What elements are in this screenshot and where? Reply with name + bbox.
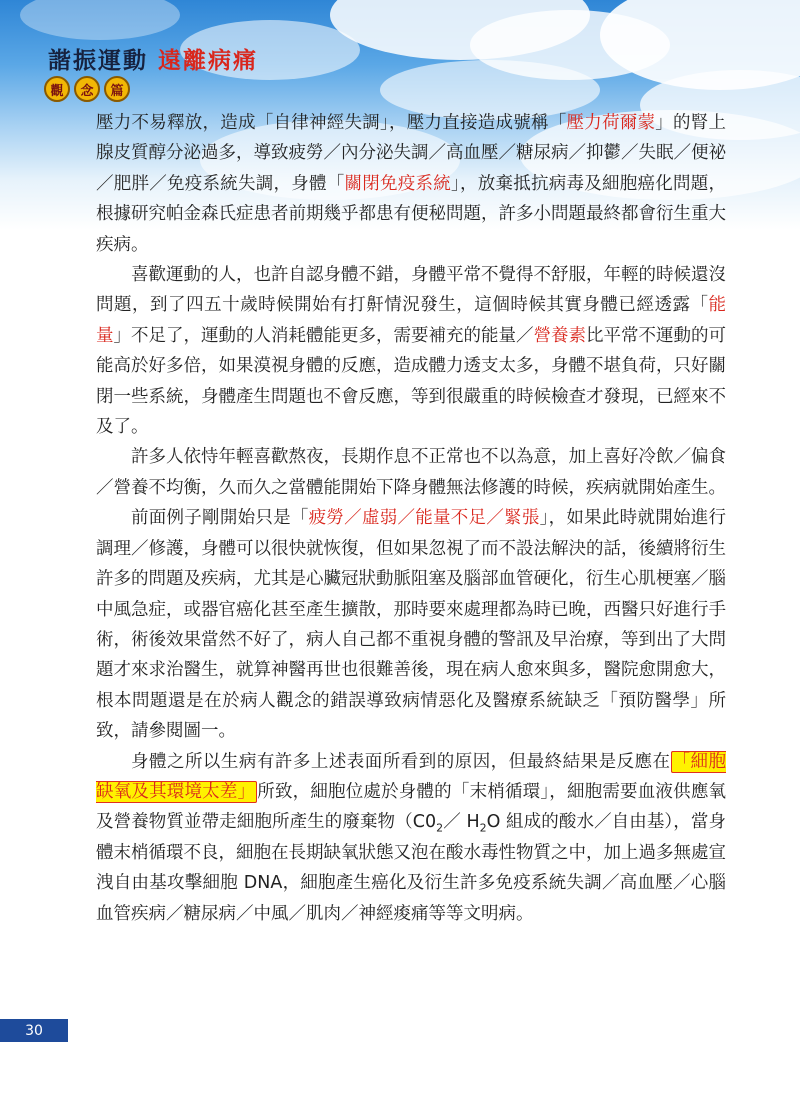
header-title-main: 諧振運動 bbox=[48, 47, 148, 74]
paragraph-1: 壓力不易釋放，造成「自律神經失調」，壓力直接造成號稱「壓力荷爾蒙」的腎上腺皮質醇分泌過多，導致疲勞／內分泌失調／高血壓／糖尿病／抑鬱／失眠／便祕／肥胖／免疫系統失調，身體「關閉免疫系統」，放棄抵抗病毒及細胞癌化問題，根據研究帕金森氏症患者前期幾乎都患有便秘問題，許多小問題最終都會衍生重大疾病。 bbox=[96, 113, 726, 255]
badge-3: 篇 bbox=[104, 76, 130, 102]
article-body bbox=[96, 108, 726, 929]
highlight-nutrients: 營養素 bbox=[533, 325, 586, 346]
paragraph-5: 身體之所以生病有許多上述表面所看到的原因，但最終結果是反應在 「細胞缺氧及其環境太差」 所致，細胞位處於身體的「末梢循環」，細胞需要血液供應氧及營養物質並帶走細胞所產生的廢棄物（$C0_2/$ $H_2O$ 組成的酸水／自由基），當身體末梢循環不良，細胞在長期缺氧狀態又泡在酸水毒性物質之中，加上過多無處宣洩自由基攻擊細胞 DNA，細胞產生癌化及衍生許多免疫系統失調／高血壓／心腦血管疾病／糖尿病／中風／肌肉／神經痠痛等等文明病。 bbox=[96, 751, 727, 924]
page-number: 30 bbox=[0, 1019, 68, 1042]
paragraph-4: 前面例子剛開始只是「疲勞／虛弱／能量不足／緊張」，如果此時就開始進行調理／修護，身體可以很快就恢復，但如果忽視了而不設法解決的話，後續將衍生許多的問題及疾病，尤其是心臟冠狀動脈阻塞及腦部血管硬化，衍生心肌梗塞／腦中風急症，或器官癌化甚至產生擴散，那時要來處理都為時已晚，西醫只好進行手術，術後效果當然不好了，病人自己都不重視身體的警訊及早治療，等到出了大問題才來求治醫生，就算神醫再世也很難善後，現在病人愈來與多，醫院愈開愈大，根本問題還是在於病人觀念的錯誤導致病情惡化及醫療系統缺乏「預防醫學」所致，請參閱圖一。 bbox=[96, 508, 727, 742]
badge-2: 念 bbox=[74, 76, 100, 102]
header-title bbox=[48, 42, 258, 75]
header-title-sub: 遠離病痛 bbox=[158, 47, 258, 74]
section-badges bbox=[44, 76, 130, 102]
highlight-cell-hypoxia: 「細胞缺氧及其環境太差」 bbox=[96, 751, 726, 802]
highlight-immune-shutdown: 關閉免疫系統 bbox=[344, 173, 451, 194]
badge-1: 觀 bbox=[44, 76, 70, 102]
highlight-energy: 能量 bbox=[96, 295, 726, 346]
highlight-stress-hormone: 壓力荷爾蒙 bbox=[566, 113, 656, 133]
paragraph-3: 許多人依恃年輕喜歡熬夜，長期作息不正常也不以為意，加上喜好冷飲／偏食／營養不均衡，久而久之當體能開始下降身體無法修護的時候，疾病就開始產生。 bbox=[96, 447, 726, 498]
highlight-fatigue-list: 疲勞／虛弱／能量不足／緊張 bbox=[308, 508, 540, 529]
paragraph-2: 喜歡運動的人，也許自認身體不錯，身體平常不覺得不舒服，年輕的時候還沒問題，到了四五十歲時候開始有打鼾情況發生，這個時候其實身體已經透露「能量」不足了，運動的人消耗體能更多，需要補充的能量／營養素比平常不運動的可能高於好多倍，如果漠視身體的反應，造成體力透支太多，身體不堪負荷，只好關閉一些系統，身體產生問題也不會反應，等到很嚴重的時候檢查才發現，已經來不及了。 bbox=[96, 265, 726, 438]
